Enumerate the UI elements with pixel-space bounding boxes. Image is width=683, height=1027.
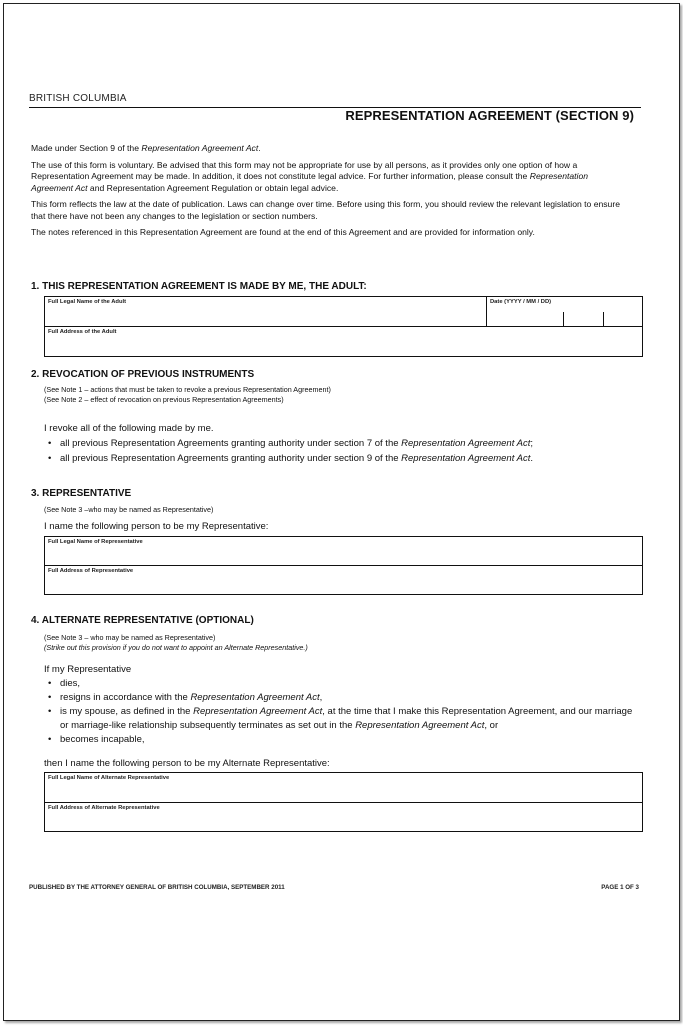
adult-address-field[interactable] (45, 327, 642, 356)
list-item: • all previous Representation Agreements granting authority under section 7 of the Representation Agreement Act; (44, 436, 533, 451)
revoke-lead: I revoke all of the following made by me. (44, 423, 214, 434)
conditions-list (44, 677, 634, 747)
adult-name-field[interactable] (45, 297, 486, 326)
representative-name-field[interactable] (45, 537, 642, 566)
list-item: • all previous Representation Agreements granting authority under section 9 of the Representation Agreement Act. (44, 451, 533, 466)
alternate-address-field[interactable] (45, 803, 642, 831)
adult-name-row (45, 297, 642, 327)
alternate-then-text: then I name the following person to be my Alternate Representative: (44, 758, 330, 769)
section-4-heading: 4. ALTERNATE REPRESENTATIVE (OPTIONAL) (31, 615, 254, 626)
alternate-representative-box (44, 772, 643, 832)
header-rule (29, 88, 641, 108)
date-divider (563, 312, 564, 326)
alternate-address-label: Full Address of Alternate Representative (48, 805, 160, 811)
section-3-note: (See Note 3 –who may be named as Representative) (44, 505, 214, 514)
representative-lead: I name the following person to be my Representative: (44, 521, 269, 532)
section-4-notes (44, 633, 308, 653)
strike-out-note: (Strike out this provision if you do not want to appoint an Alternate Representative.) (44, 643, 308, 652)
note-2: (See Note 2 – effect of revocation on previous Representation Agreements) (44, 395, 284, 404)
intro-paragraph-2: The use of this form is voluntary. Be advised that this form may not be appropriate for use by all persons, as it provides only one option of how a Representation Agreement may be made. In addition, it does not constitute legal advice. For further information, please consult the Representation Agreement Act and Representation Agreement Regulation or obtain legal advice. (31, 159, 589, 193)
date-field[interactable] (486, 297, 642, 326)
section-2-body (44, 421, 533, 466)
publisher-footer: PUBLISHED BY THE ATTORNEY GENERAL OF BRITISH COLUMBIA, SEPTEMBER 2011 (29, 884, 285, 891)
list-item: • becomes incapable, (44, 733, 634, 747)
date-label: Date (YYYY / MM / DD) (490, 299, 552, 305)
form-title: REPRESENTATION AGREEMENT (SECTION 9) (345, 108, 634, 123)
adult-address-label: Full Address of the Adult (48, 329, 117, 335)
representative-name-label: Full Legal Name of Representative (48, 539, 143, 545)
section-1-heading: 1. THIS REPRESENTATION AGREEMENT IS MADE BY ME, THE ADULT: (31, 281, 367, 292)
alternate-name-field[interactable] (45, 773, 642, 803)
note-3: (See Note 3 – who may be named as Representative) (44, 633, 216, 642)
adult-name-label: Full Legal Name of the Adult (48, 299, 127, 305)
adult-details-box (44, 296, 643, 357)
section-3-heading: 3. REPRESENTATIVE (31, 488, 132, 499)
jurisdiction-label: BRITISH COLUMBIA (29, 93, 127, 104)
page-number: PAGE 1 OF 3 (601, 884, 639, 891)
intro-paragraph-3: This form reflects the law at the date of publication. Laws can change over time. Before using this form, you should review the relevant legislation to ensure that there have not been any changes to the legislation or section numbers. (31, 199, 620, 221)
list-item: • dies, (44, 677, 634, 691)
intro-paragraph-1: Made under Section 9 of the Representation Agreement Act. (31, 143, 261, 153)
representative-address-label: Full Address of Representative (48, 568, 134, 574)
section-4-body (44, 662, 634, 747)
form-page (3, 3, 680, 1021)
section-2-notes (44, 385, 331, 405)
representative-address-field[interactable] (45, 566, 642, 594)
intro-paragraph-4: The notes referenced in this Representation Agreement are found at the end of this Agreement and are provided for information only. (31, 227, 535, 237)
alternate-name-label: Full Legal Name of Alternate Representative (48, 775, 170, 781)
list-item: • is my spouse, as defined in the Representation Agreement Act, at the time that I make this Representation Agreement, and our marriage or marriage-like relationship subsequently terminates as set out in the Representation Agreement Act, or (44, 705, 634, 733)
date-divider (603, 312, 604, 326)
representative-box (44, 536, 643, 595)
alternate-lead: If my Representative (44, 664, 132, 675)
revoke-list (44, 436, 533, 466)
section-2-heading: 2. REVOCATION OF PREVIOUS INSTRUMENTS (31, 369, 255, 380)
note-1: (See Note 1 – actions that must be taken to revoke a previous Representation Agreement) (44, 385, 331, 394)
intro-text (31, 143, 631, 244)
list-item: • resigns in accordance with the Representation Agreement Act, (44, 691, 634, 705)
